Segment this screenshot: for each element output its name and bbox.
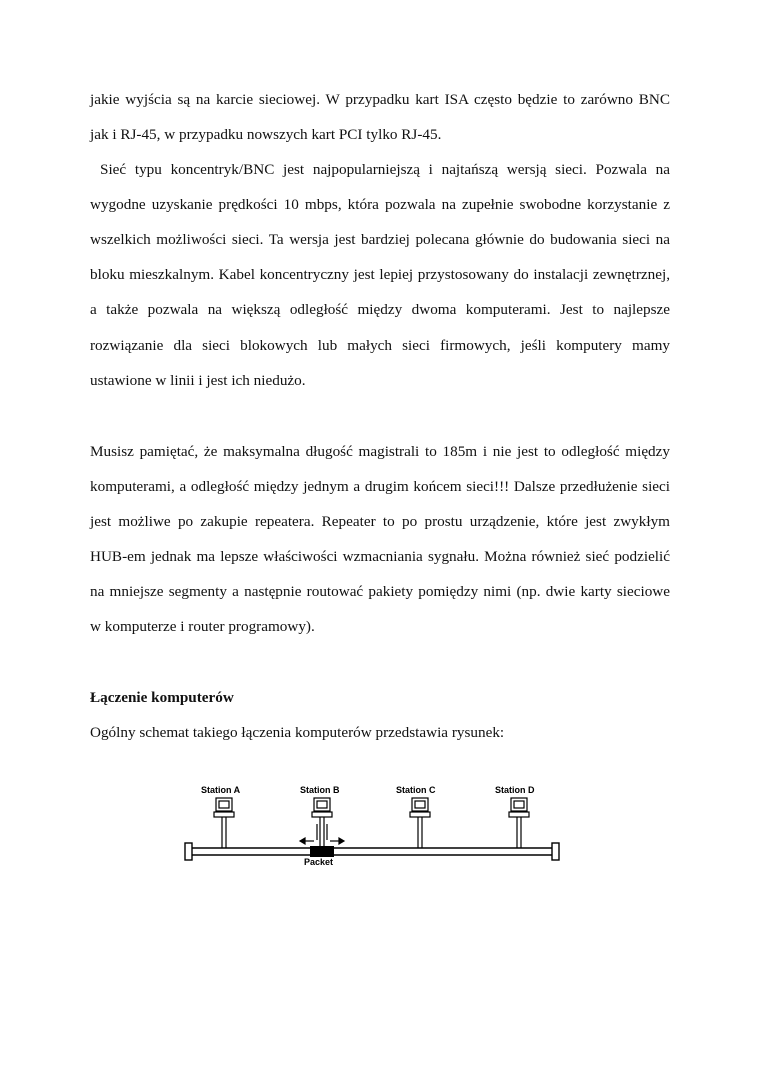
text-line: Sieć typu koncentryk/BNC jest najpopularniejszą i najtańszą wersją sieci. Pozwala na	[100, 161, 670, 178]
computer-icon	[214, 798, 234, 848]
computer-icon	[509, 798, 529, 848]
packet-block	[310, 846, 334, 857]
text-line: wszelkich możliwości sieci. Ta wersja jest bardziej polecana głównie do budowania sieci na	[90, 231, 670, 248]
bus-network-diagram	[180, 780, 565, 870]
signal-arrows-icon	[300, 824, 344, 844]
text-line: na mniejsze segmenty a następnie routować pakiety pomiędzy nimi (np. dwie karty sieciowe	[90, 583, 670, 600]
station-label: Station B	[300, 785, 340, 795]
packet-label: Packet	[304, 857, 334, 867]
figure-caption: Ogólny schemat takiego łączenia komputerów przedstawia rysunek:	[90, 724, 505, 741]
text-line: HUB-em jednak ma lepsze właściwości wzmacniania sygnału. Można również sieć podzielić	[90, 548, 670, 565]
text-line: rozwiązanie dla sieci blokowych lub małych sieci firmowych, jeśli komputery mamy	[90, 337, 670, 354]
station-label: Station C	[396, 785, 436, 795]
text-line: jak i RJ-45, w przypadku nowszych kart PCI tylko RJ-45.	[90, 126, 442, 143]
text-line: w komputerze i router programowy).	[90, 618, 315, 635]
text-line: jest możliwe po zakupie repeatera. Repeater to po prostu urządzenie, które jest zwykłym	[90, 513, 670, 530]
station-label: Station A	[201, 785, 241, 795]
text-line: jakie wyjścia są na karcie sieciowej. W przypadku kart ISA często będzie to zarówno BNC	[90, 91, 670, 108]
station-a	[201, 785, 241, 848]
computer-icon	[312, 798, 332, 848]
terminator-left	[185, 843, 192, 860]
bus-cable	[192, 848, 552, 855]
text-line: wygodne uzyskanie prędkości 10 mbps, która pozwala na zupełnie swobodne korzystanie z	[90, 196, 670, 213]
text-line: komputerami, a odległość między jednym a drugim końcem sieci!!! Dalsze przedłużenie sieci	[90, 478, 670, 495]
terminator-right	[552, 843, 559, 860]
section-heading: Łączenie komputerów	[90, 689, 234, 706]
text-line: ustawione w linii i jest ich niedużo.	[90, 372, 306, 389]
computer-icon	[410, 798, 430, 848]
station-d	[495, 785, 535, 848]
station-label: Station D	[495, 785, 535, 795]
text-line: Musisz pamiętać, że maksymalna długość magistrali to 185m i nie jest to odległość między	[90, 443, 670, 460]
station-c	[396, 785, 436, 848]
text-line: a także pozwala na większą odległość między dwoma komputerami. Jest to najlepsze	[90, 301, 670, 318]
text-line: bloku mieszkalnym. Kabel koncentryczny jest lepiej przystosowany do instalacji zewnętrznej,	[90, 266, 670, 283]
